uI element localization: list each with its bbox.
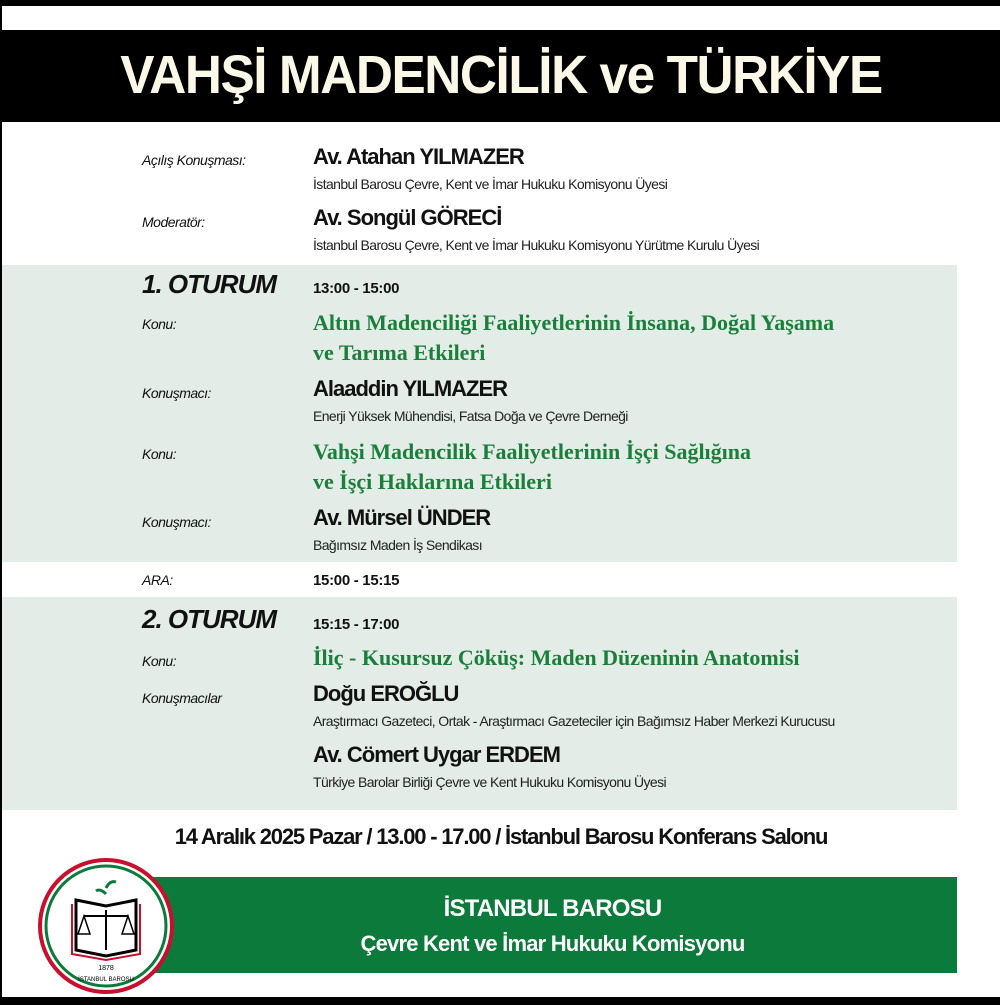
topic-label: Konu: bbox=[142, 446, 177, 462]
session1-title: 1. OTURUM bbox=[142, 269, 276, 299]
session2-time: 15:15 - 17:00 bbox=[313, 616, 400, 633]
break-time: 15:00 - 15:15 bbox=[313, 572, 400, 589]
speakers-label: Konuşmacılar bbox=[142, 690, 222, 706]
organizer-commission: Çevre Kent ve İmar Hukuku Komisyonu bbox=[360, 931, 745, 956]
organizer-name: İSTANBUL BAROSU bbox=[443, 895, 662, 922]
opening-speaker-desc: İstanbul Barosu Çevre, Kent ve İmar Hukuku Komisyonu Üyesi bbox=[313, 176, 668, 192]
event-date-location: 14 Aralık 2025 Pazar / 13.00 - 17.00 / İstanbul Barosu Konferans Salonu bbox=[174, 824, 828, 849]
moderator-name: Av. Songül GÖRECİ bbox=[313, 205, 502, 230]
session1-topic2-line2: ve İşçi Haklarına Etkileri bbox=[313, 469, 552, 494]
event-poster bbox=[2, 6, 1000, 997]
moderator-desc: İstanbul Barosu Çevre, Kent ve İmar Hukuku Komisyonu Yürütme Kurulu Üyesi bbox=[313, 237, 760, 253]
istanbul-barosu-logo-icon bbox=[38, 858, 174, 994]
poster-title: VAHŞİ MADENCİLİK ve TÜRKİYE bbox=[120, 45, 882, 105]
organizer-banner bbox=[148, 877, 957, 973]
session2-speaker2-name: Av. Cömert Uygar ERDEM bbox=[313, 742, 560, 767]
svg-text:1878: 1878 bbox=[98, 965, 114, 972]
session2-topic: İliç - Kusursuz Çöküş: Maden Düzeninin Anatomisi bbox=[313, 645, 800, 670]
break-label: ARA: bbox=[142, 572, 173, 588]
session2-speaker1-desc: Araştırmacı Gazeteci, Ortak - Araştırmacı Gazeteciler için Bağımsız Haber Merkezi Kurucusu bbox=[313, 713, 835, 729]
session1-topic2-line1: Vahşi Madencilik Faaliyetlerinin İşçi Sağlığına bbox=[313, 439, 752, 464]
moderator-label: Moderatör: bbox=[142, 214, 205, 230]
opening-speaker-name: Av. Atahan YILMAZER bbox=[313, 144, 524, 169]
session2-title: 2. OTURUM bbox=[142, 604, 276, 634]
session1-speaker2-name: Av. Mürsel ÜNDER bbox=[313, 505, 491, 530]
topic-label: Konu: bbox=[142, 653, 177, 669]
session1-speaker1-name: Alaaddin YILMAZER bbox=[313, 376, 508, 401]
session1-topic1-line2: ve Tarıma Etkileri bbox=[313, 340, 486, 365]
session1-time: 13:00 - 15:00 bbox=[313, 280, 400, 297]
session2-speaker1-name: Doğu EROĞLU bbox=[313, 681, 459, 706]
speaker-label: Konuşmacı: bbox=[142, 385, 211, 401]
opening-label: Açılış Konuşması: bbox=[142, 152, 246, 168]
session1-speaker2-desc: Bağımsız Maden İş Sendikası bbox=[313, 537, 482, 553]
session2-speaker2-desc: Türkiye Barolar Birliği Çevre ve Kent Hukuku Komisyonu Üyesi bbox=[313, 774, 667, 790]
title-bar bbox=[2, 30, 1000, 122]
session1-topic1-line1: Altın Madenciliği Faaliyetlerinin İnsana, Doğal Yaşama bbox=[313, 310, 835, 335]
svg-text:İSTANBUL BAROSU: İSTANBUL BAROSU bbox=[78, 977, 134, 983]
speaker-label: Konuşmacı: bbox=[142, 514, 211, 530]
session1-speaker1-desc: Enerji Yüksek Mühendisi, Fatsa Doğa ve Çevre Derneği bbox=[313, 408, 628, 424]
topic-label: Konu: bbox=[142, 316, 177, 332]
